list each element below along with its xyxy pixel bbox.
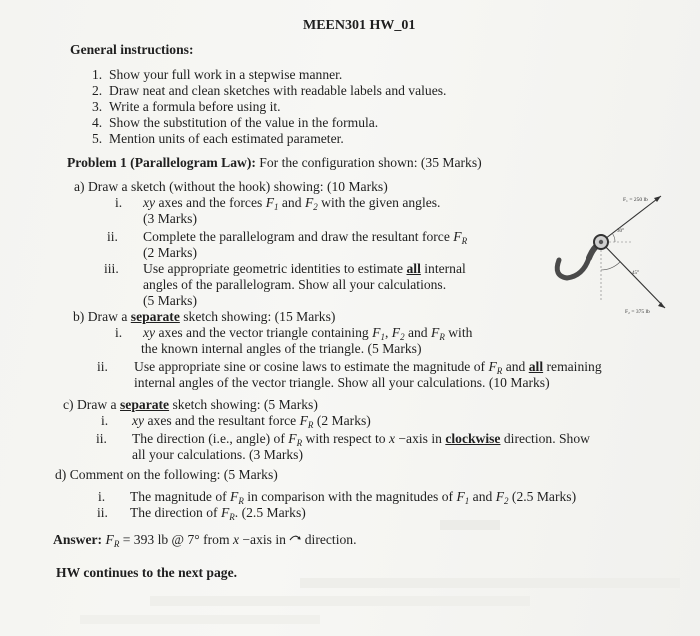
part-a-iii-num: iii. <box>104 261 119 276</box>
part-d-text: d) Comment on the following: (5 Marks) <box>55 467 278 482</box>
part-a-text: a) Draw a sketch (without the hook) showing: (10 Marks) <box>74 179 388 194</box>
angle-45-label: 45° <box>632 271 639 276</box>
part-c-ii-num: ii. <box>96 431 107 446</box>
part-a-i-marks: (3 Marks) <box>143 211 197 226</box>
part-a-ii-text: Complete the parallelogram and draw the resultant force $F_R$ <box>143 229 468 246</box>
part-b-i-text: xy axes and the vector triangle containing $F_1$, $F_2$ and $F_R$ with <box>143 325 473 342</box>
part-b-text: b) Draw a separate sketch showing: (15 Marks) <box>73 309 336 324</box>
list-item: 4. Show the substitution of the value in the formula. <box>92 115 379 130</box>
part-a-iii-text: Use appropriate geometric identities to estimate all internal <box>143 261 466 276</box>
hook-force-diagram <box>553 190 683 320</box>
part-c-ii-text-2: all your calculations. (3 Marks) <box>132 447 304 462</box>
list-item: 2. Draw neat and clean sketches with readable labels and values. <box>92 83 447 98</box>
page-title: MEEN301 HW_01 <box>303 18 416 33</box>
part-c-text: c) Draw a separate sketch showing: (5 Marks) <box>63 397 318 412</box>
answer-line: Answer: $F_R = 393$ lb @ 7° from x −axis in direction. <box>53 532 357 549</box>
part-a-iii-text-2: angles of the parallelogram. Show all your calculations. <box>143 277 447 292</box>
part-d-i-num: i. <box>98 489 106 504</box>
force-f2-arrowhead <box>658 302 665 308</box>
angle-arc-30 <box>612 233 615 242</box>
part-b-ii-num: ii. <box>97 359 108 374</box>
part-d-i-text: The magnitude of $F_R$ in comparison with the magnitudes of $F_1$ and $F_2$ (2.5 Marks) <box>130 489 577 506</box>
part-c-i-num: i. <box>101 413 109 428</box>
part-c-i-text: xy axes and the resultant force $F_R$ (2 Marks) <box>132 413 371 430</box>
part-b-i-num: i. <box>115 325 123 340</box>
part-a-ii-num: ii. <box>107 229 118 244</box>
list-item: 3. Write a formula before using it. <box>92 99 281 114</box>
hook-shank <box>557 258 589 278</box>
part-b-ii-text-2: internal angles of the vector triangle. Show all your calculations. (10 Marks) <box>134 375 550 390</box>
list-item: 1. Show your full work in a stepwise manner. <box>92 67 343 82</box>
part-b-i-text-2: the known internal angles of the triangle. (5 Marks) <box>141 341 422 356</box>
part-a-i-num: i. <box>115 195 123 210</box>
problem-1-heading: Problem 1 (Parallelogram Law): For the configuration shown: (35 Marks) <box>67 155 482 170</box>
part-c-ii-text: The direction (i.e., angle) of $F_R$ with respect to x −axis in clockwise direction. Show <box>132 431 590 448</box>
angle-30-label: 30° <box>617 229 624 234</box>
hook-eye-center <box>599 240 603 244</box>
counterclockwise-arrow-icon <box>289 534 301 542</box>
part-a-ii-marks: (2 Marks) <box>143 245 197 260</box>
part-a-i-text: xy axes and the forces $F_1$ and $F_2$ with the given angles. <box>143 195 441 212</box>
general-instructions-heading: General instructions: <box>70 42 194 57</box>
part-b-ii-text: Use appropriate sine or cosine laws to estimate the magnitude of $F_R$ and all remaining <box>134 359 602 376</box>
f1-magnitude-label: F₁ = 250 lb <box>623 197 648 203</box>
part-d-ii-num: ii. <box>97 505 108 520</box>
continues-note: HW continues to the next page. <box>56 565 237 580</box>
angle-arc-45 <box>601 262 620 270</box>
part-a-iii-marks: (5 Marks) <box>143 293 197 308</box>
part-d-ii-text: The direction of $F_R$. (2.5 Marks) <box>130 505 306 522</box>
f2-magnitude-label: F₂ = 375 lb <box>625 309 650 315</box>
list-item: 5. Mention units of each estimated parameter. <box>92 131 344 146</box>
